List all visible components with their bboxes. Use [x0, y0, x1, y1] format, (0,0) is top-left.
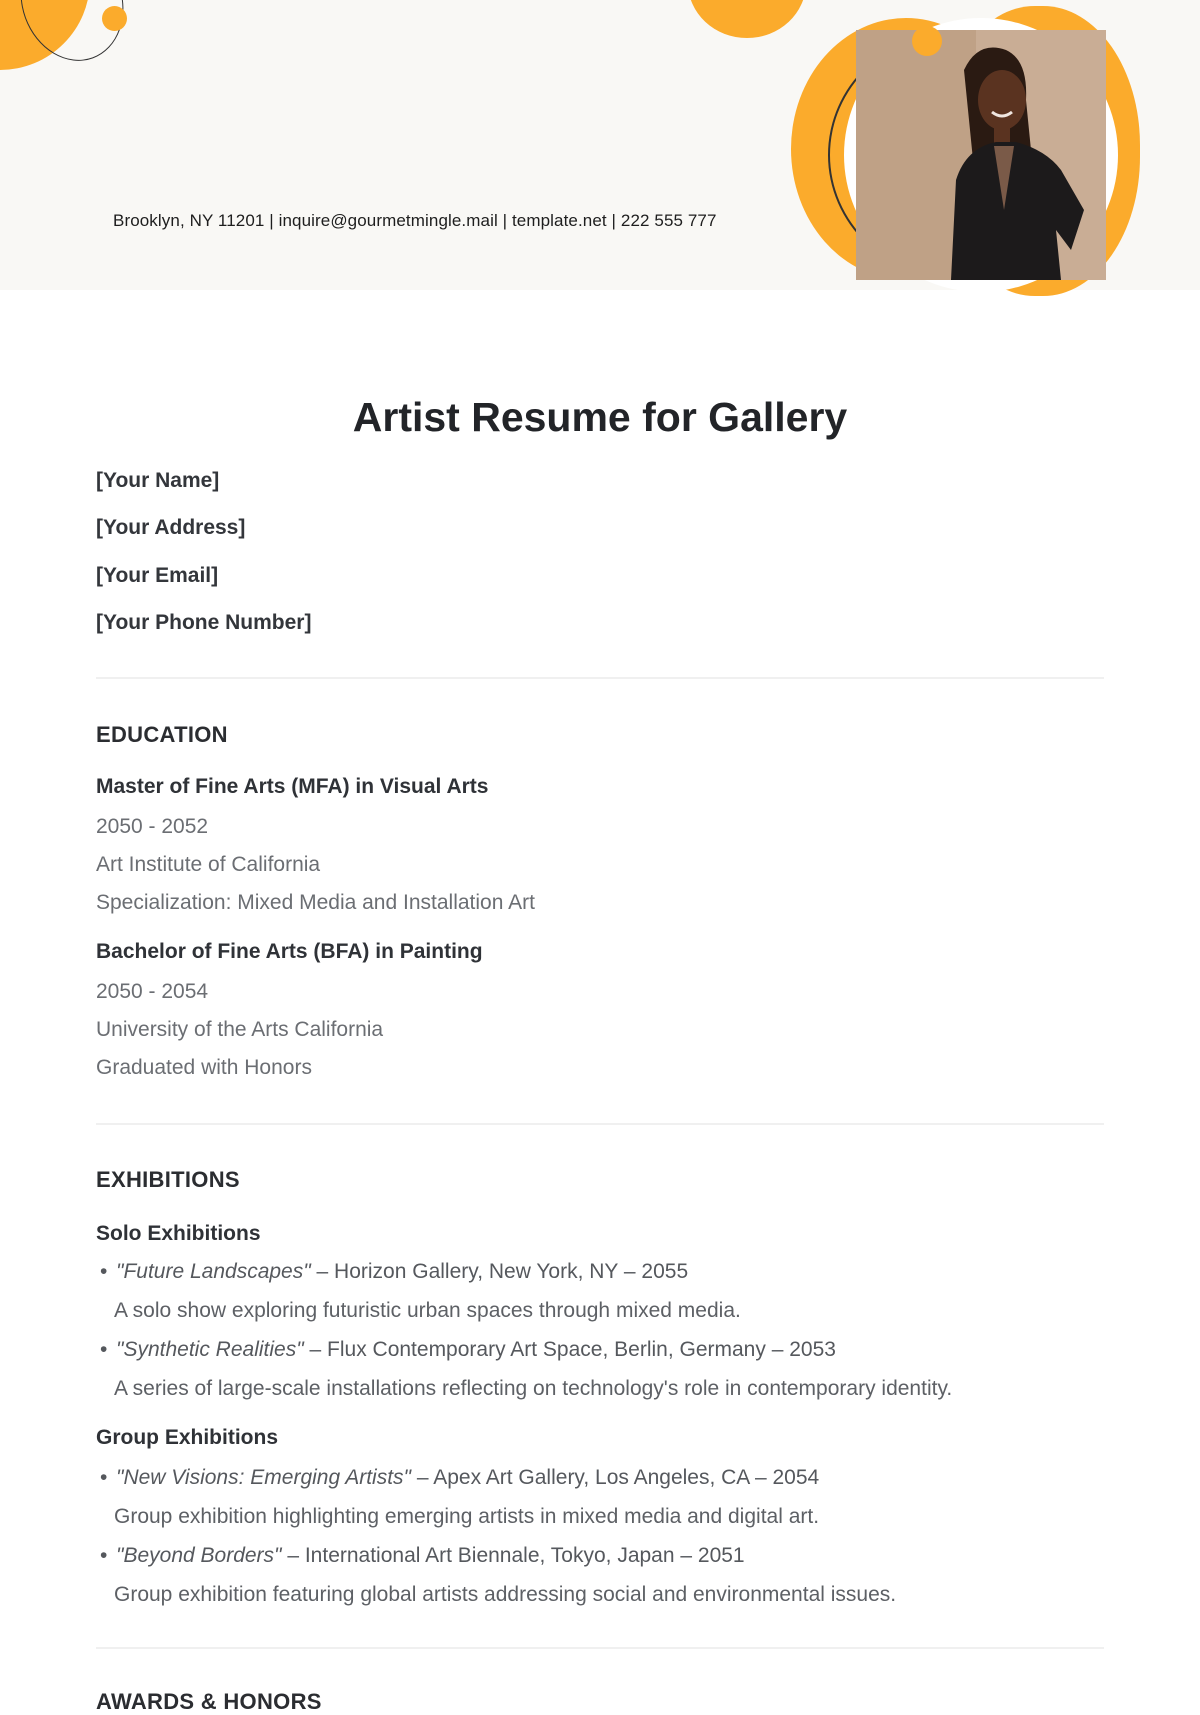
exhibition-details: – Flux Contemporary Art Space, Berlin, Germany – 2053: [303, 1338, 836, 1361]
degree-note: Graduated with Honors: [96, 1056, 312, 1079]
portrait-photo: [856, 30, 1106, 280]
section-heading-education: EDUCATION: [96, 722, 228, 747]
portrait-illustration-icon: [856, 30, 1106, 280]
exhibition-title: "New Visions: Emerging Artists": [116, 1466, 412, 1489]
section-divider: [96, 677, 1104, 679]
subheading-solo-exhibitions: Solo Exhibitions: [96, 1222, 261, 1245]
decorative-dot-photo: [912, 26, 942, 56]
exhibition-title: "Beyond Borders": [116, 1544, 282, 1567]
header-banner: [0, 0, 1200, 290]
decorative-dot: [102, 6, 127, 31]
your-name-field: [Your Name]: [96, 469, 220, 492]
exhibition-description: Group exhibition highlighting emerging artists in mixed media and digital art.: [114, 1505, 820, 1528]
exhibition-details: – Horizon Gallery, New York, NY – 2055: [310, 1260, 689, 1283]
exhibition-title: "Synthetic Realities": [116, 1338, 304, 1361]
your-address-field: [Your Address]: [96, 516, 246, 539]
exhibition-description: A solo show exploring futuristic urban spaces through mixed media.: [114, 1299, 741, 1322]
exhibition-details: – Apex Art Gallery, Los Angeles, CA – 2054: [411, 1466, 820, 1489]
section-heading-awards: AWARDS & HONORS: [96, 1689, 322, 1714]
degree-note: Specialization: Mixed Media and Installation Art: [96, 891, 535, 914]
section-heading-exhibitions: EXHIBITIONS: [96, 1167, 240, 1192]
exhibition-description: Group exhibition featuring global artists addressing social and environmental issues.: [114, 1583, 897, 1606]
your-email-field: [Your Email]: [96, 564, 219, 587]
institution-name: Art Institute of California: [96, 853, 321, 876]
degree-title: Bachelor of Fine Arts (BFA) in Painting: [96, 940, 483, 963]
institution-name: University of the Arts California: [96, 1018, 384, 1041]
decorative-circle-top: [688, 0, 806, 38]
bullet-icon: •: [100, 1338, 108, 1361]
contact-line: Brooklyn, NY 11201 | inquire@gourmetmingle.mail | template.net | 222 555 777: [113, 211, 717, 230]
exhibition-item: [100, 1260, 688, 1284]
section-divider: [96, 1123, 1104, 1125]
your-phone-field: [Your Phone Number]: [96, 611, 312, 634]
exhibition-description: A series of large-scale installations reflecting on technology's role in contemporary identity.: [114, 1377, 953, 1400]
bullet-icon: •: [100, 1544, 108, 1567]
degree-years: 2050 - 2052: [96, 815, 209, 838]
bullet-icon: •: [100, 1260, 108, 1283]
bullet-icon: •: [100, 1466, 108, 1489]
exhibition-title: "Future Landscapes": [116, 1260, 311, 1283]
subheading-group-exhibitions: Group Exhibitions: [96, 1426, 278, 1449]
exhibition-item: [100, 1544, 745, 1568]
degree-years: 2050 - 2054: [96, 980, 209, 1003]
exhibition-item: [100, 1466, 819, 1490]
degree-title: Master of Fine Arts (MFA) in Visual Arts: [96, 775, 489, 798]
section-divider: [96, 1647, 1104, 1649]
page-title: Artist Resume for Gallery: [352, 394, 848, 440]
exhibition-details: – International Art Biennale, Tokyo, Japan – 2051: [281, 1544, 745, 1567]
exhibition-item: [100, 1338, 836, 1362]
